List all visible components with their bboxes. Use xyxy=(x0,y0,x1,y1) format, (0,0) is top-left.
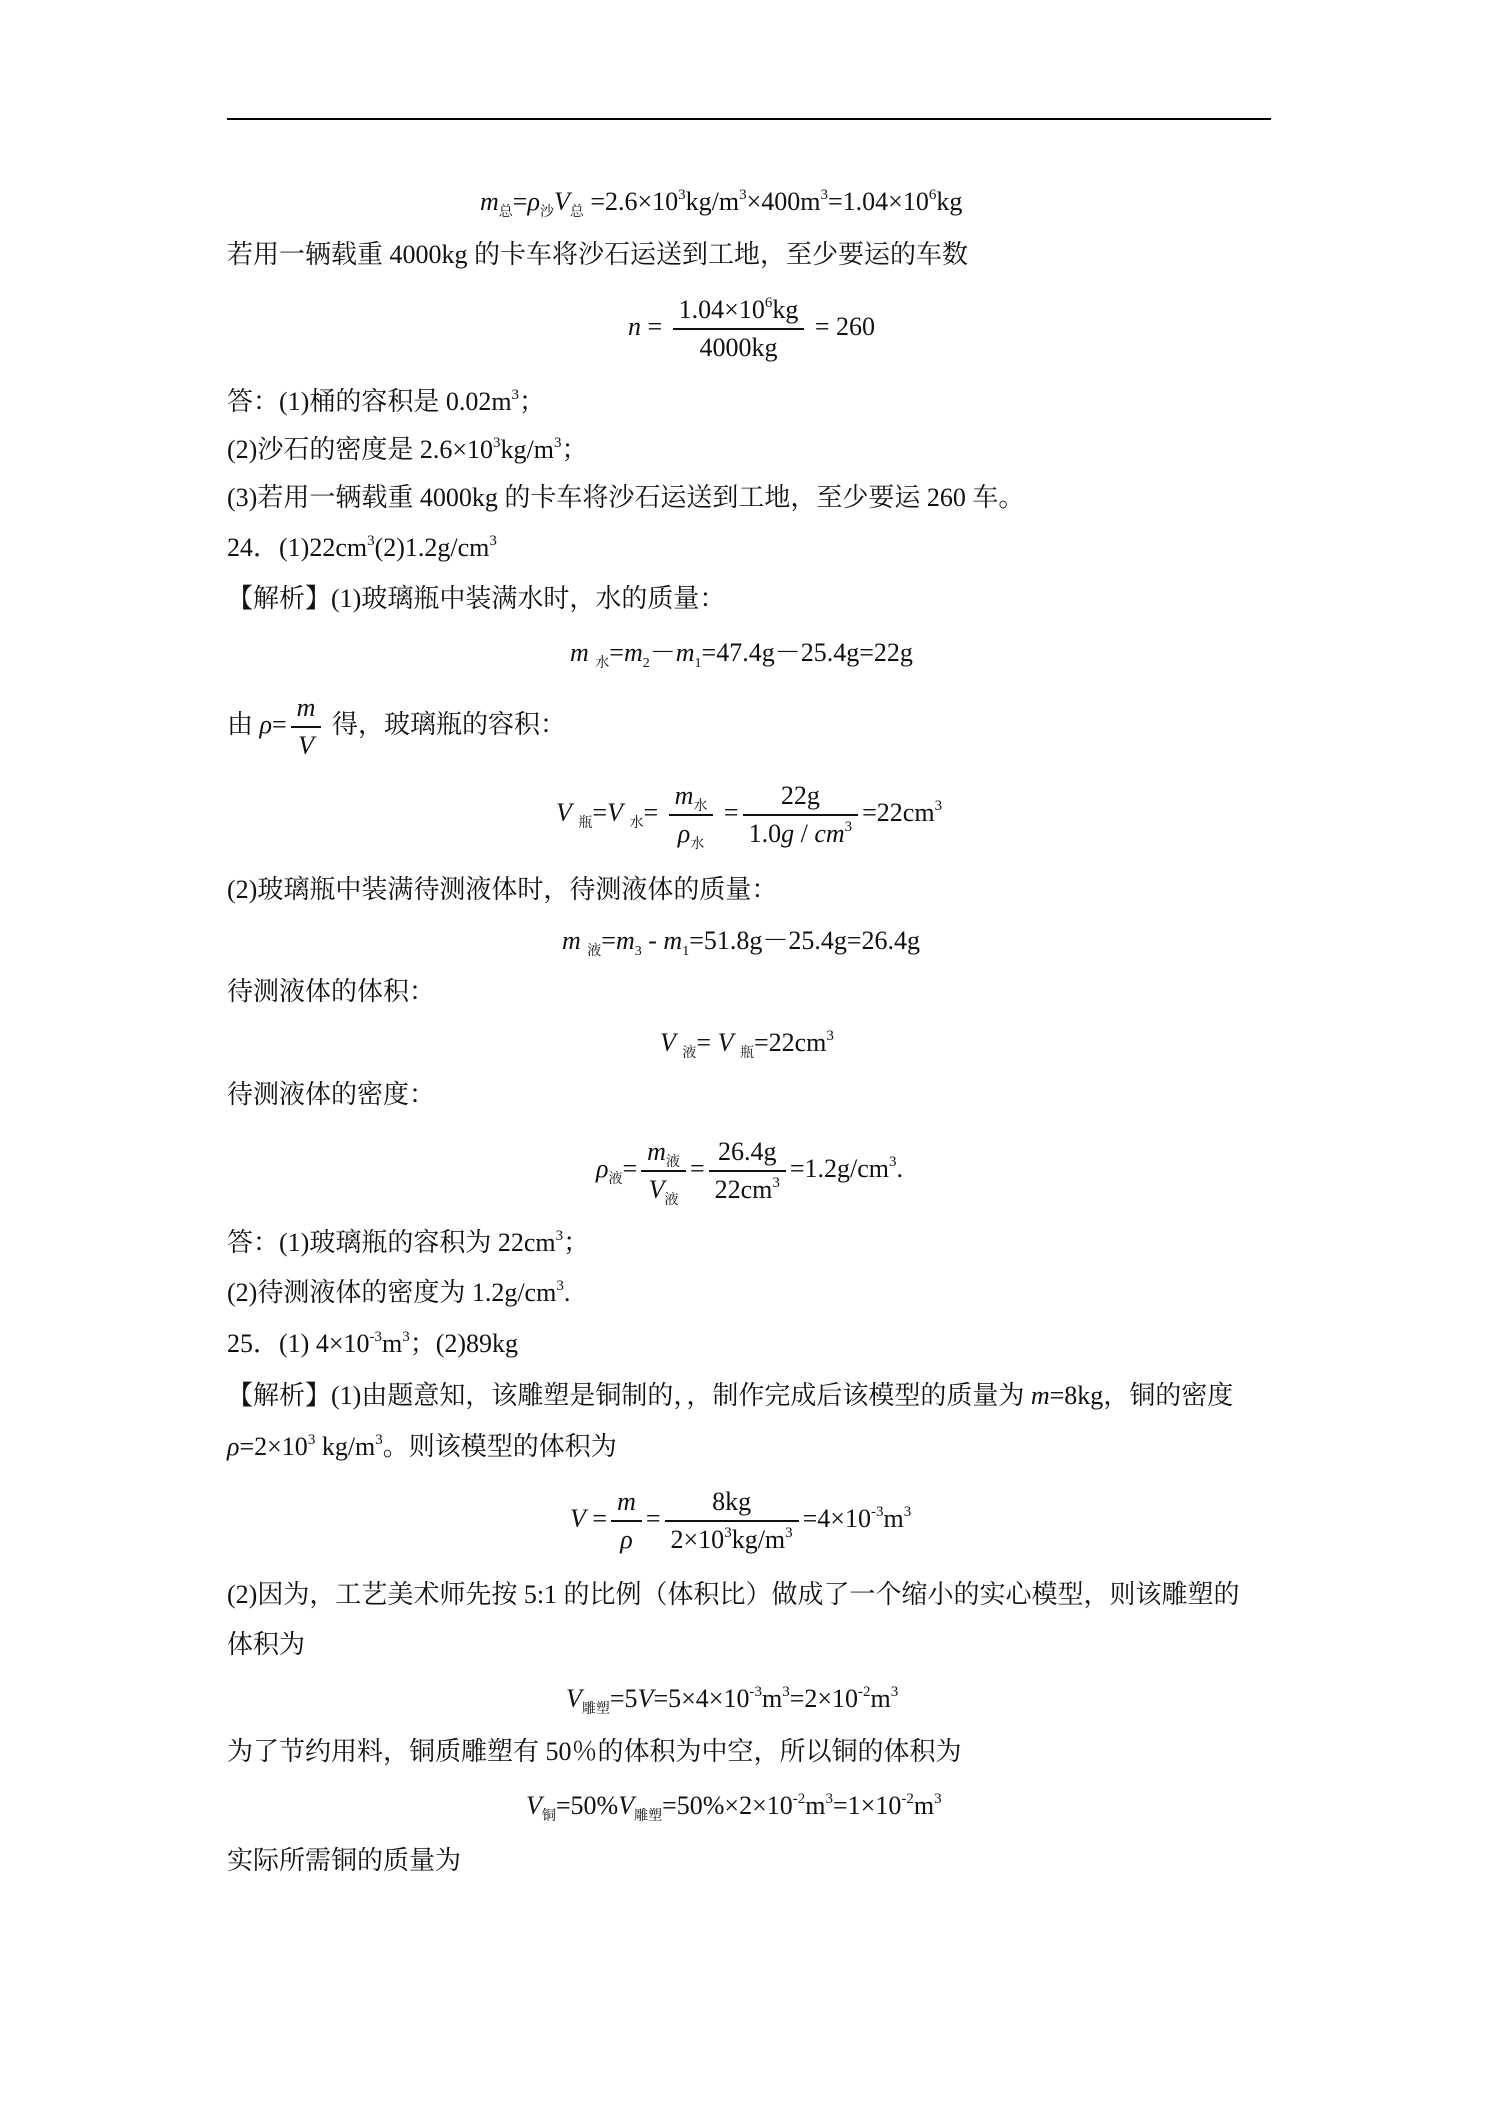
analysis-24-intro: 【解析】(1)玻璃瓶中装满水时，水的质量： xyxy=(227,584,726,613)
answer-24-2: (2)待测液体的密度为 $1.2g/cm^3$. xyxy=(227,1278,571,1307)
equation-truck-count: n = $\frac{1.04\times 10^6kg}{4000kg}$ = 260 xyxy=(628,292,875,366)
analysis-25-copper: 为了节约用料，铜质雕塑有 50％的体积为中空，所以铜的体积为 xyxy=(227,1737,962,1766)
analysis-25-part2-cont: 体积为 xyxy=(227,1630,306,1659)
question-24-answers: 24．$(1)22cm^3(2)1.2g/cm^3$ xyxy=(227,533,497,562)
equation-sculpture-volume: $V_{雕塑}=5V=5\times 4\times 10^{-3}m^3=2\times 10^{-2}m^3$ xyxy=(566,1684,899,1717)
analysis-25-intro: 【解析】(1)由题意知，该雕塑是铜制的，，制作完成后该模型的质量为 m=8kg，铜的密度 xyxy=(227,1381,1234,1410)
answer-24-1: 答：(1)玻璃瓶的容积为 $22cm^3$； xyxy=(227,1228,590,1257)
density-formula-line: 由 ρ= $\frac{m}{V}$ 得，玻璃瓶的容积： xyxy=(227,690,566,764)
liquid-volume-label: 待测液体的体积： xyxy=(227,977,436,1006)
equation-water-mass: m $_水=m_2-m_1=47.4g-25.4g=22g$ xyxy=(570,638,913,671)
paragraph-truck-count: 若用一辆载重 4000kg 的卡车将沙石运送到工地，至少要运的车数 xyxy=(227,240,969,269)
equation-model-volume: V = $\frac{m}{\rho}$ = $\frac{8kg}{2\times 10^3kg/m^3}$ $=4\times 10^{-3}m^3$ xyxy=(570,1484,911,1558)
equation-liquid-mass: m $_液=m_3 - m_1=51.8g-25.4g=26.4g$ xyxy=(562,926,921,959)
header-rule xyxy=(227,118,1271,120)
answer-3: (3)若用一辆载重 4000kg 的卡车将沙石运送到工地，至少要运 260 车。 xyxy=(227,483,1025,512)
analysis-25-part2: (2)因为，工艺美术师先按 5:1 的比例（体积比）做成了一个缩小的实心模型，则该雕塑的 xyxy=(227,1580,1240,1609)
equation-bottle-volume: V $_瓶$=V $_水$= $\frac{m_水}{\rho_水}$ = $\frac{22g}{1.0g / cm^3}$ $=22cm^3$ xyxy=(556,778,942,852)
liquid-density-label: 待测液体的密度： xyxy=(227,1080,436,1109)
analysis-25-mass: 实际所需铜的质量为 xyxy=(227,1846,462,1875)
equation-copper-volume: $V_铜=50\%V_{雕塑}=50\%\times 2\times 10^{-2}m^3=1\times 10^{-2}m^3$ xyxy=(526,1791,942,1824)
answer-2: (2)沙石的密度是 $2.6\times 10^3kg/m^3$； xyxy=(227,435,588,464)
equation-liquid-volume: V $_液$= V $_瓶=22cm^3$ xyxy=(660,1028,834,1061)
equation-liquid-density: $\rho_液=$ $\frac{m_液}{V_液}$ = $\frac{26.4g}{22cm^3}$ $=1.2g/cm^3$. xyxy=(596,1134,903,1208)
question-25-answers: 25．(1) $4\times 10^{-3}m^3$；(2)89kg xyxy=(227,1329,519,1358)
analysis-24-part2: (2)玻璃瓶中装满待测液体时，待测液体的质量： xyxy=(227,875,778,904)
answer-1: 答：(1)桶的容积是 $0.02m^3$； xyxy=(227,387,546,416)
equation-total-mass: $m_总=\rho_沙V_总 =2.6\times 10^3kg/m^3\times 400m^3=1.04\times 10^6kg$ xyxy=(480,187,963,220)
analysis-25-density: $\rho=2\times 10^3$ $kg/m^3$。则该模型的体积为 xyxy=(227,1432,617,1461)
